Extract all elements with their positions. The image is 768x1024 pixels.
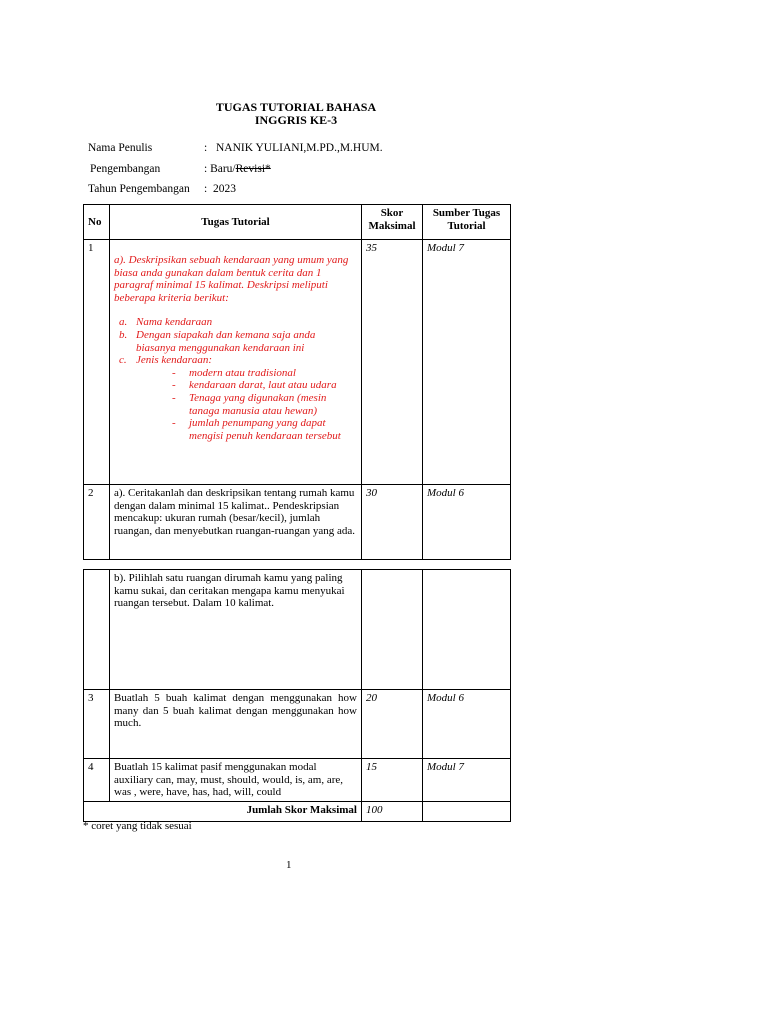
tutorial-table-part-1 bbox=[83, 204, 511, 560]
header-task: Tugas Tutorial bbox=[110, 205, 362, 240]
row1-criteria-list bbox=[114, 316, 357, 366]
total-label: Jumlah Skor Maksimal bbox=[84, 801, 362, 821]
list-item: - kendaraan darat, laut atau udara bbox=[172, 379, 337, 392]
row1-no: 1 bbox=[84, 240, 110, 485]
row2b-source bbox=[423, 570, 511, 690]
row1-source: Modul 7 bbox=[423, 240, 511, 485]
row2b-no bbox=[84, 570, 110, 690]
row2b-task: b). Pilihlah satu ruangan dirumah kamu yang paling kamu sukai, dan ceritakan mengapa kamu menyukai ruangan tersebut. Dalam 10 kalimat. bbox=[110, 570, 362, 690]
row2-no: 2 bbox=[84, 485, 110, 560]
list-item: a. Nama kendaraan bbox=[119, 316, 213, 329]
author-label: Nama Penulis bbox=[88, 142, 153, 154]
row4-source: Modul 7 bbox=[423, 759, 511, 802]
table-row bbox=[84, 570, 511, 690]
row2-task: a). Ceritakanlah dan deskripsikan tentang rumah kamu dengan dalam minimal 15 kalimat.. Pendeskripsian mencakup: ukuran rumah (besar/kecil), jumlah ruangan, dan menyebutkan ruangan-ruangan yang ada. bbox=[110, 485, 362, 560]
footnote: * coret yang tidak sesuai bbox=[83, 820, 192, 832]
total-row bbox=[84, 801, 511, 821]
development-option-revisi: Revisi* bbox=[235, 163, 271, 175]
document-title bbox=[160, 101, 432, 127]
header-score: Skor Maksimal bbox=[362, 205, 423, 240]
page-number: 1 bbox=[286, 859, 292, 871]
year-label: Tahun Pengembangan bbox=[88, 183, 190, 195]
development-option-baru: Baru/ bbox=[210, 163, 236, 175]
total-source bbox=[423, 801, 511, 821]
tutorial-table-part-2 bbox=[83, 569, 511, 822]
development-separator: : bbox=[204, 163, 208, 175]
row1-task bbox=[110, 240, 362, 485]
list-item: b. Dengan siapakah dan kemana saja anda biasanya menggunakan kendaraan ini bbox=[119, 328, 316, 354]
list-item: - modern atau tradisional bbox=[172, 366, 296, 379]
row3-source: Modul 6 bbox=[423, 690, 511, 759]
row2b-score bbox=[362, 570, 423, 690]
title-line-2: INGGRIS KE-3 bbox=[254, 113, 338, 127]
year-value: 2023 bbox=[213, 183, 236, 195]
list-item: - Tenaga yang digunakan (mesin tanaga manusia atau hewan) bbox=[172, 391, 327, 417]
list-item: - jumlah penumpang yang dapat mengisi penuh kendaraan tersebut bbox=[172, 417, 341, 442]
year-separator: : bbox=[204, 183, 208, 195]
row1-intro: a). Deskripsikan sebuah kendaraan yang umum yang biasa anda gunakan dalam bentuk cerita dan 1 paragraf minimal 15 kalimat. Deskripsi meliputi beberapa kriteria berikut: bbox=[114, 254, 349, 304]
row2-source: Modul 6 bbox=[423, 485, 511, 560]
development-label: Pengembangan bbox=[90, 163, 161, 175]
table-row bbox=[84, 485, 511, 560]
row3-task: Buatlah 5 buah kalimat dengan menggunakan how many dan 5 buah kalimat dengan menggunakan how much. bbox=[110, 690, 362, 759]
author-separator: : bbox=[204, 142, 208, 154]
header-no: No bbox=[84, 205, 110, 240]
table-row bbox=[84, 240, 511, 485]
row4-no: 4 bbox=[84, 759, 110, 802]
table-row bbox=[84, 690, 511, 759]
total-value: 100 bbox=[362, 801, 423, 821]
row4-score: 15 bbox=[362, 759, 423, 802]
author-value: NANIK YULIANI,M.PD.,M.HUM. bbox=[216, 142, 383, 154]
row4-task: Buatlah 15 kalimat pasif menggunakan modal auxiliary can, may, must, should, would, is, am, are, was , were, have, has, had, will, could bbox=[110, 759, 362, 802]
list-item: c. Jenis kendaraan: bbox=[119, 354, 213, 367]
row3-no: 3 bbox=[84, 690, 110, 759]
header-source: Sumber Tugas Tutorial bbox=[423, 205, 511, 240]
row1-score: 35 bbox=[362, 240, 423, 485]
table-row bbox=[84, 759, 511, 802]
row2-score: 30 bbox=[362, 485, 423, 560]
row3-score: 20 bbox=[362, 690, 423, 759]
title-line-1: TUGAS TUTORIAL BAHASA bbox=[215, 100, 377, 114]
table-header-row bbox=[84, 205, 511, 240]
development-value bbox=[204, 163, 271, 176]
